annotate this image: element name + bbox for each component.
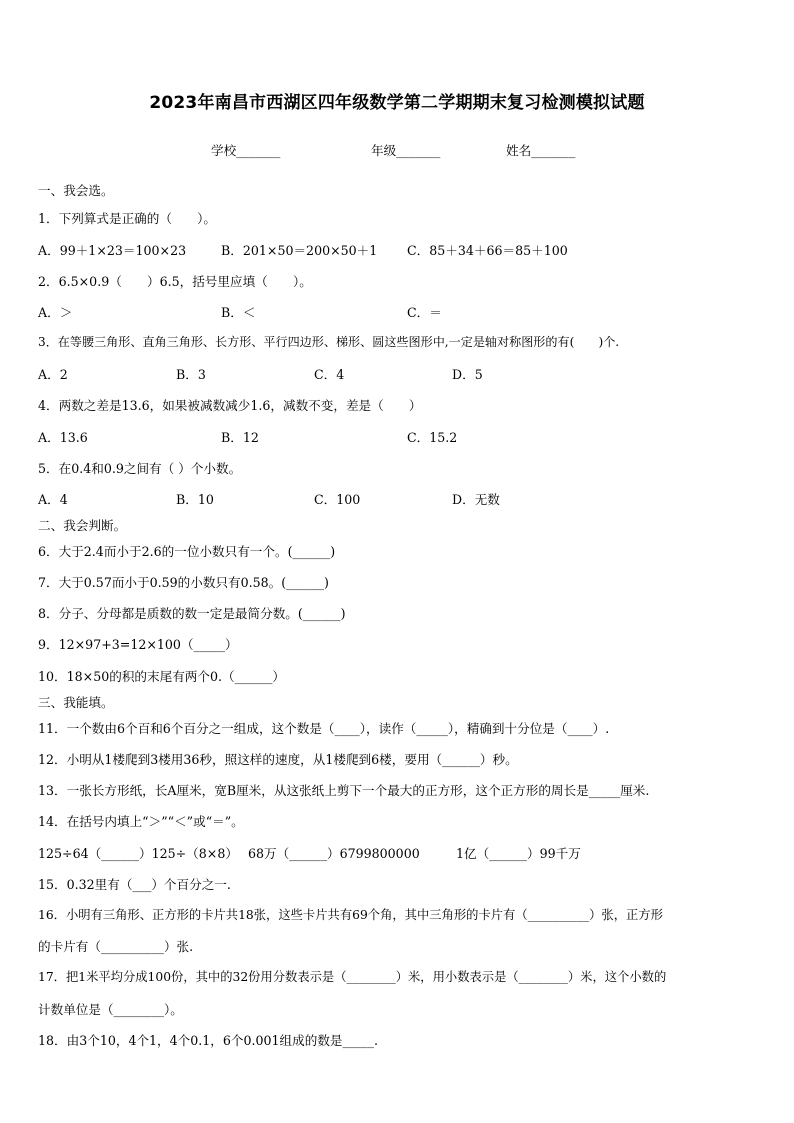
question-3-stem: 3．在等腰三角形、直角三角形、长方形、平行四边形、梯形、圆这些图形中,一定是轴对称图形的有( )个. [38, 335, 620, 349]
school-field: 学校_______ [211, 143, 281, 158]
question-16-line-1: 16．小明有三角形、正方形的卡片共18张，这些卡片共有69个角，其中三角形的卡片有（__________）张，正方形 [38, 908, 663, 922]
question-7: 7．大于0.57而小于0.59的小数只有0.58。(______) [38, 575, 329, 590]
question-4-option-c: C．15.2 [407, 430, 458, 445]
question-17-line-1: 17．把1米平均分成100份，其中的32份用分数表示是（________）米，用小数表示是（________）米，这个小数的 [38, 970, 667, 984]
question-4-option-a: A．13.6 [38, 430, 88, 445]
question-15: 15．0.32里有（___）个百分之一. [38, 877, 231, 892]
question-3-option-d: D．5 [452, 367, 483, 382]
question-14-item-b: 68万（______）6799800000 [248, 846, 420, 861]
question-2-stem: 2．6.5×0.9（ ）6.5，括号里应填（ ）。 [38, 274, 312, 289]
question-5-option-a: A．4 [38, 492, 68, 507]
section-heading-choice: 一、我会选。 [38, 183, 114, 198]
question-17-line-2: 计数单位是（________）。 [38, 1002, 183, 1017]
exam-title: 2023年南昌市西湖区四年级数学第二学期期末复习检测模拟试题 [149, 93, 645, 113]
question-5-option-b: B．10 [176, 492, 214, 507]
question-16-line-2: 的卡片有（__________）张. [38, 939, 194, 954]
question-14-stem: 14．在括号内填上“＞”“＜”或“＝”。 [38, 814, 244, 829]
question-2-option-a: A．＞ [38, 305, 73, 320]
question-3-option-c: C．4 [314, 367, 345, 382]
name-field: 姓名_______ [506, 143, 576, 158]
question-5-stem: 5．在0.4和0.9之间有（ ）个小数。 [38, 461, 242, 476]
question-5-option-c: C．100 [314, 492, 361, 507]
question-4-option-b: B．12 [221, 430, 259, 445]
section-heading-fill: 三、我能填。 [38, 695, 114, 710]
question-2-option-b: B．＜ [221, 305, 256, 320]
question-1-option-a: A．99＋1×23＝100×23 [38, 243, 187, 258]
question-2-option-c: C．＝ [407, 305, 442, 320]
question-11: 11．一个数由6个百和6个百分之一组成，这个数是（____），读作（_____），精确到十分位是（____）. [38, 721, 610, 736]
grade-field: 年级_______ [371, 143, 441, 158]
question-1-stem: 1．下列算式是正确的（ ）。 [38, 211, 217, 226]
question-3-option-b: B．3 [176, 367, 206, 382]
section-heading-judge: 二、我会判断。 [38, 518, 127, 533]
question-10: 10．18×50的积的末尾有两个0.（______） [38, 669, 285, 684]
question-9: 9．12×97+3=12×100（_____） [38, 637, 238, 652]
question-13: 13．一张长方形纸，长A厘米，宽B厘米，从这张纸上剪下一个最大的正方形，这个正方形的周长是_____厘米. [38, 783, 650, 798]
question-14-item-c: 1亿（______）99千万 [456, 846, 581, 861]
question-4-stem: 4．两数之差是13.6，如果被减数减少1.6，减数不变，差是（ ） [38, 398, 422, 413]
question-14-item-a: 125÷64（______）125÷（8×8） [38, 846, 238, 861]
question-6: 6．大于2.4而小于2.6的一位小数只有一个。(______) [38, 544, 336, 559]
question-12: 12．小明从1楼爬到3楼用36秒，照这样的速度，从1楼爬到6楼，要用（______）秒。 [38, 752, 518, 767]
question-1-option-c: C．85＋34＋66＝85＋100 [407, 243, 568, 258]
question-5-option-d: D．无数 [452, 492, 500, 507]
question-18: 18．由3个10，4个1，4个0.1，6个0.001组成的数是_____. [38, 1033, 378, 1048]
question-3-option-a: A．2 [38, 367, 68, 382]
question-8: 8．分子、分母都是质数的数一定是最简分数。(______) [38, 606, 346, 621]
question-1-option-b: B．201×50＝200×50＋1 [221, 243, 378, 258]
